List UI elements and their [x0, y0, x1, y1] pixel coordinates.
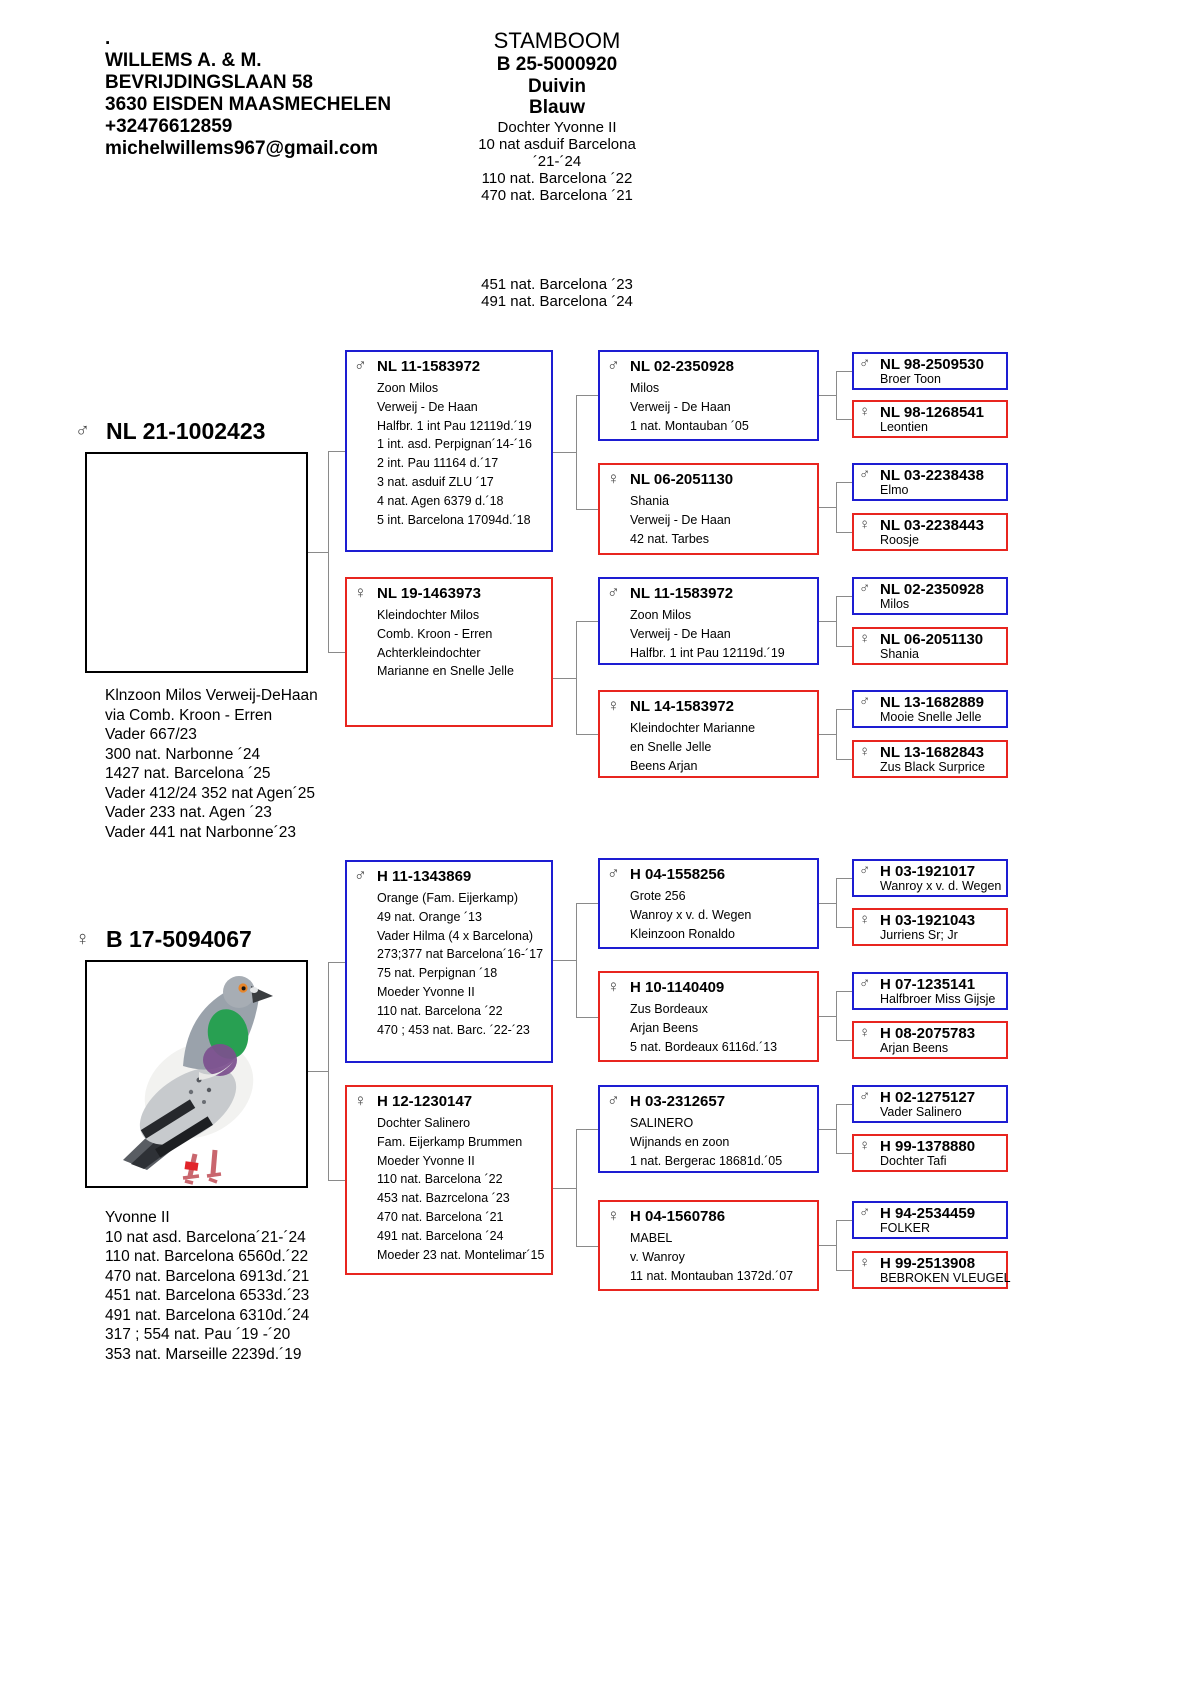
connector-line [576, 903, 577, 1018]
female-icon: ♀ [859, 1024, 871, 1041]
pedigree-box [598, 1200, 819, 1291]
female-icon: ♀ [859, 403, 871, 420]
text-line: 353 nat. Marseille 2239d.´19 [105, 1345, 302, 1363]
text-line: Marianne en Snelle Jelle [377, 664, 514, 679]
female-icon: ♀ [859, 630, 871, 647]
ring-number: NL 14-1583972 [630, 698, 734, 715]
male-icon: ♂ [859, 355, 871, 372]
male-icon: ♂ [75, 420, 90, 442]
ring-number: NL 19-1463973 [377, 585, 481, 602]
pedigree-box [598, 577, 819, 665]
female-icon: ♀ [354, 1091, 367, 1110]
connector-line [819, 1129, 836, 1130]
sire-photo-placeholder [85, 452, 308, 673]
connector-line [819, 621, 836, 622]
pigeon-name: BEBROKEN VLEUGEL [880, 1271, 1011, 1285]
text-line: Yvonne II [105, 1209, 170, 1226]
text-line: Moeder Yvonne II [377, 984, 475, 999]
pigeon-name: Milos [880, 597, 910, 611]
connector-line [836, 878, 852, 879]
connector-line [836, 991, 852, 992]
text-line: 110 nat. Barcelona 6560d.´22 [105, 1248, 309, 1265]
male-icon: ♂ [607, 583, 620, 602]
ring-number: H 11-1343869 [377, 868, 472, 885]
ring-number: NL 13-1682889 [880, 694, 984, 711]
connector-line [836, 1040, 852, 1041]
text-line: WILLEMS A. & M. [105, 50, 262, 71]
text-line: 451 nat. Barcelona 6533d.´23 [105, 1287, 310, 1304]
ring-number: H 02-1275127 [880, 1089, 976, 1106]
text-line: Zoon Milos [377, 381, 439, 395]
connector-line [576, 734, 598, 735]
text-line: Orange (Fam. Eijerkamp) [377, 891, 519, 905]
bird-sex: Duivin [527, 75, 587, 97]
text-line: 5 nat. Bordeaux 6116d.´13 [630, 1039, 778, 1054]
connector-line [836, 371, 837, 420]
pedigree-box [852, 352, 1008, 390]
text-line: SALINERO [630, 1116, 694, 1130]
female-icon: ♀ [354, 583, 367, 602]
pedigree-lines [377, 606, 547, 681]
pedigree-box [852, 1251, 1011, 1289]
text-line: 110 nat. Barcelona ´22 [377, 1003, 503, 1018]
connector-line [576, 509, 598, 510]
pedigree-box [852, 463, 1008, 501]
connector-line [328, 962, 345, 963]
pedigree-box [852, 627, 1008, 665]
ring-number: H 99-1378880 [880, 1138, 976, 1155]
pedigree-lines [377, 889, 547, 1039]
ring-number: H 03-1921043 [880, 912, 976, 929]
text-line: 110 nat. Barcelona ´22 [377, 1172, 503, 1187]
bird-ring: B 25-5000920 [496, 54, 618, 75]
female-icon: ♀ [607, 696, 620, 715]
pigeon-name: Vader Salinero [880, 1105, 962, 1119]
ring-number: NL 02-2350928 [880, 581, 984, 598]
text-line: BEVRIJDINGSLAAN 58 [105, 72, 313, 93]
pedigree-box [852, 400, 1008, 438]
connector-line [836, 532, 852, 533]
pigeon-name: FOLKER [880, 1221, 931, 1235]
ring-number: H 94-2534459 [880, 1205, 976, 1222]
pedigree-box [345, 577, 553, 727]
text-line: Kleindochter Marianne [630, 721, 756, 735]
text-line: Dochter Yvonne II [497, 118, 617, 136]
connector-line [836, 991, 837, 1041]
text-line: Moeder Yvonne II [377, 1153, 475, 1168]
connector-line [819, 903, 836, 904]
pedigree-box [852, 1134, 1008, 1172]
text-line: +32476612859 [105, 116, 233, 137]
male-icon: ♂ [354, 866, 367, 885]
connector-line [836, 1104, 837, 1154]
connector-line [576, 1246, 598, 1247]
pedigree-box [598, 1085, 819, 1173]
text-line: 10 nat asduif Barcelona [478, 135, 636, 153]
text-line: 1 nat. Bergerac 18681d.´05 [630, 1153, 783, 1168]
text-line: Klnzoon Milos Verweij-DeHaan [105, 687, 318, 704]
connector-line [328, 451, 329, 653]
connector-line [328, 1180, 345, 1181]
pigeon-name: Roosje [880, 533, 919, 547]
text-line: Verweij - De Haan [630, 399, 731, 414]
text-line: Dochter Salinero [377, 1116, 471, 1130]
bird-color: Blauw [529, 97, 585, 118]
text-line: Shania [630, 494, 669, 508]
connector-line [328, 451, 345, 452]
connector-line [819, 395, 836, 396]
text-line: Kleindochter Milos [377, 608, 480, 622]
ring-number: H 99-2513908 [880, 1255, 976, 1272]
text-line: 3 nat. asduif ZLU ´17 [377, 474, 494, 489]
text-line: 75 nat. Perpignan ´18 [377, 966, 498, 981]
text-line: 5 int. Barcelona 17094d.´18 [377, 512, 531, 527]
pigeon-name: Arjan Beens [880, 1041, 949, 1055]
connector-line [836, 1220, 837, 1271]
text-line: Halfbr. 1 int Pau 12119d.´19 [630, 645, 785, 660]
pigeon-name: Mooie Snelle Jelle [880, 710, 982, 724]
connector-line [553, 452, 576, 453]
pedigree-lines [630, 1114, 813, 1170]
ring-number: NL 11-1583972 [630, 585, 734, 602]
male-icon: ♂ [859, 1088, 871, 1105]
connector-line [836, 1270, 852, 1271]
text-line: 300 nat. Narbonne ´24 [105, 745, 261, 763]
connector-line [836, 596, 837, 647]
pedigree-box [598, 971, 819, 1062]
connector-line [576, 621, 577, 735]
connector-line [576, 1129, 577, 1247]
ring-number: NL 02-2350928 [630, 358, 734, 375]
male-icon: ♂ [354, 356, 367, 375]
connector-line [328, 962, 329, 1181]
text-line: 317 ; 554 nat. Pau ´19 -´20 [105, 1326, 291, 1343]
pedigree-box [852, 859, 1008, 897]
pedigree-box [852, 1021, 1008, 1059]
male-icon: ♂ [859, 975, 871, 992]
text-line: Arjan Beens [630, 1020, 699, 1035]
pedigree-box [598, 463, 819, 555]
connector-line [836, 419, 852, 420]
ring-number: H 07-1235141 [880, 976, 976, 993]
text-line: Vader Hilma (4 x Barcelona) [377, 928, 534, 943]
pedigree-lines [630, 887, 813, 943]
pedigree-box [598, 350, 819, 441]
pedigree-lines [377, 379, 547, 529]
text-line: 4 nat. Agen 6379 d.´18 [377, 493, 504, 508]
text-line: MABEL [630, 1231, 673, 1245]
text-line: 10 nat asd. Barcelona´21-´24 [105, 1228, 306, 1246]
text-line: Kleinzoon Ronaldo [630, 926, 735, 941]
ring-number: NL 11-1583972 [377, 358, 481, 375]
text-line: Zoon Milos [630, 608, 692, 622]
connector-line [553, 1188, 576, 1189]
ring-number: H 08-2075783 [880, 1025, 976, 1042]
connector-line [576, 903, 598, 904]
female-icon: ♀ [607, 1206, 620, 1225]
connector-line [819, 1016, 836, 1017]
ring-number: NL 21-1002423 [106, 418, 266, 444]
text-line: michelwillems967@gmail.com [105, 138, 379, 159]
connector-line [553, 678, 576, 679]
connector-line [836, 646, 852, 647]
ring-number: H 03-2312657 [630, 1093, 726, 1110]
pigeon-name: Dochter Tafi [880, 1154, 947, 1168]
pedigree-box [852, 740, 1008, 778]
pigeon-name: Halfbroer Miss Gijsje [880, 992, 996, 1006]
text-line: 470 nat. Barcelona ´21 [377, 1209, 504, 1224]
pedigree-box [598, 690, 819, 778]
text-line: 42 nat. Tarbes [630, 531, 709, 546]
ring-number: NL 06-2051130 [880, 631, 984, 648]
connector-line [836, 709, 852, 710]
text-line: 451 nat. Barcelona ´23 [481, 276, 633, 293]
female-icon: ♀ [607, 469, 620, 488]
text-line: 470 ; 453 nat. Barc. ´22-´23 [377, 1022, 530, 1037]
text-line: 491 nat. Barcelona ´24 [481, 293, 633, 311]
text-line: 49 nat. Orange ´13 [377, 909, 482, 924]
pedigree-box [345, 1085, 553, 1275]
connector-line [836, 878, 837, 928]
connector-line [836, 371, 852, 372]
connector-line [308, 1071, 328, 1072]
connector-line [836, 596, 852, 597]
text-line: 1 nat. Montauban ´05 [630, 418, 749, 433]
text-line: Verweij - De Haan [377, 399, 478, 414]
pigeon-name: Shania [880, 647, 919, 661]
text-line: 2 int. Pau 11164 d.´17 [377, 456, 499, 471]
connector-line [553, 960, 576, 961]
text-line: Milos [630, 381, 660, 395]
text-line: Grote 256 [630, 889, 686, 903]
connector-line [836, 482, 837, 533]
text-line: 3630 EISDEN MAASMECHELEN [105, 94, 392, 115]
female-icon: ♀ [859, 1254, 871, 1271]
text-line: Wijnands en zoon [630, 1134, 730, 1149]
text-line: Vader 412/24 352 nat Agen´25 [105, 784, 315, 802]
title-block [407, 28, 707, 205]
text-line: 470 nat. Barcelona ´21 [481, 187, 633, 205]
dam-notes [105, 1208, 309, 1364]
pigeon-name: Jurriens Sr; Jr [880, 928, 958, 942]
performance-list [407, 119, 707, 205]
male-icon: ♂ [607, 356, 620, 375]
female-icon: ♀ [859, 743, 871, 760]
text-line: v. Wanroy [630, 1249, 685, 1264]
connector-line [819, 734, 836, 735]
male-icon: ♂ [607, 864, 620, 883]
pedigree-lines [630, 379, 813, 435]
text-line: Vader 667/23 [105, 726, 197, 743]
connector-line [836, 1104, 852, 1105]
pedigree-lines [630, 1229, 813, 1285]
pedigree-box [852, 513, 1008, 551]
pigeon-name: Leontien [880, 420, 928, 434]
pedigree-box [345, 350, 553, 552]
male-icon: ♂ [607, 1091, 620, 1110]
sire-notes [105, 686, 318, 842]
text-line: 273;377 nat Barcelona´16-´17 [377, 947, 544, 962]
ring-number: NL 03-2238438 [880, 467, 984, 484]
pigeon-name: Wanroy x v. d. Wegen [880, 879, 1002, 893]
text-line: Achterkleindochter [377, 645, 481, 660]
dam-photo [85, 960, 308, 1188]
pigeon-name: Zus Black Surprice [880, 760, 985, 774]
connector-line [576, 395, 577, 510]
ring-number: NL 98-1268541 [880, 404, 984, 421]
connector-line [819, 1245, 836, 1246]
pedigree-lines [630, 606, 813, 662]
connector-line [576, 621, 598, 622]
text-line: 453 nat. Bazrcelona ´23 [377, 1191, 510, 1206]
connector-line [836, 927, 852, 928]
connector-line [836, 1220, 852, 1221]
ring-number: NL 06-2051130 [630, 471, 734, 488]
ring-number: NL 03-2238443 [880, 517, 984, 534]
female-icon: ♀ [607, 977, 620, 996]
female-icon: ♀ [859, 1137, 871, 1154]
text-line: . [105, 28, 111, 49]
text-line: ´21-´24 [532, 152, 582, 170]
pedigree-box [598, 858, 819, 949]
pigeon-photo [87, 962, 306, 1186]
pedigree-box [852, 1085, 1008, 1123]
text-line: Comb. Kroon - Erren [377, 626, 493, 641]
pedigree-box [345, 860, 553, 1063]
text-line: 470 nat. Barcelona 6913d.´21 [105, 1267, 310, 1285]
text-line: Halfbr. 1 int Pau 12119d.´19 [377, 418, 532, 433]
pedigree-lines [630, 1000, 813, 1056]
subject-dam-label [75, 926, 252, 953]
text-line: Vader 441 nat Narbonne´23 [105, 823, 297, 841]
female-icon: ♀ [859, 516, 871, 533]
ring-number: B 17-5094067 [106, 926, 252, 952]
text-line: 110 nat. Barcelona ´22 [481, 170, 633, 188]
text-line: Verweij - De Haan [630, 626, 731, 641]
female-icon: ♀ [75, 928, 90, 950]
text-line: via Comb. Kroon - Erren [105, 706, 273, 724]
text-line: 1 int. asd. Perpignan´14-´16 [377, 437, 532, 452]
pedigree-lines [630, 719, 813, 775]
text-line: Fam. Eijerkamp Brummen [377, 1134, 523, 1149]
pedigree-box [852, 690, 1008, 728]
text-line: 11 nat. Montauban 1372d.´07 [630, 1268, 794, 1283]
ring-number: H 12-1230147 [377, 1093, 473, 1110]
connector-line [328, 652, 345, 653]
text-line: Zus Bordeaux [630, 1002, 708, 1016]
connector-line [836, 759, 852, 760]
male-icon: ♂ [859, 466, 871, 483]
text-line: en Snelle Jelle [630, 739, 712, 754]
connector-line [836, 1153, 852, 1154]
ring-number: H 04-1558256 [630, 866, 726, 883]
pedigree-box [852, 972, 1008, 1010]
text-line: 491 nat. Barcelona ´24 [377, 1228, 504, 1243]
ring-number: NL 13-1682843 [880, 744, 984, 761]
male-icon: ♂ [859, 693, 871, 710]
connector-line [836, 709, 837, 760]
pedigree-box [852, 1201, 1008, 1239]
connector-line [576, 1129, 598, 1130]
text-line: 1427 nat. Barcelona ´25 [105, 765, 271, 782]
pigeon-name: Elmo [880, 483, 909, 497]
text-line: Beens Arjan [630, 758, 698, 773]
connector-line [576, 1017, 598, 1018]
pigeon-name: Broer Toon [880, 372, 941, 386]
page-title: STAMBOOM [493, 28, 621, 53]
ring-number: NL 98-2509530 [880, 356, 984, 373]
connector-line [576, 395, 598, 396]
pedigree-lines [377, 1114, 547, 1264]
male-icon: ♂ [859, 862, 871, 879]
performance-list-2 [407, 276, 707, 310]
ring-number: H 10-1140409 [630, 979, 725, 996]
text-line: Vader 233 nat. Agen ´23 [105, 804, 272, 821]
text-line: Wanroy x v. d. Wegen [630, 907, 752, 922]
connector-line [819, 507, 836, 508]
subject-sire-label [75, 418, 265, 445]
male-icon: ♂ [859, 1204, 871, 1221]
pedigree-box [852, 577, 1008, 615]
text-line: Moeder 23 nat. Montelimar´15 [377, 1247, 545, 1262]
connector-line [308, 552, 328, 553]
text-line: Verweij - De Haan [630, 512, 731, 527]
pedigree-lines [630, 492, 813, 548]
male-icon: ♂ [859, 580, 871, 597]
female-icon: ♀ [859, 911, 871, 928]
text-line: 491 nat. Barcelona 6310d.´24 [105, 1306, 310, 1324]
ring-number: H 03-1921017 [880, 863, 976, 880]
connector-line [836, 482, 852, 483]
ring-number: H 04-1560786 [630, 1208, 726, 1225]
pedigree-box [852, 908, 1008, 946]
owner-block [105, 28, 391, 160]
